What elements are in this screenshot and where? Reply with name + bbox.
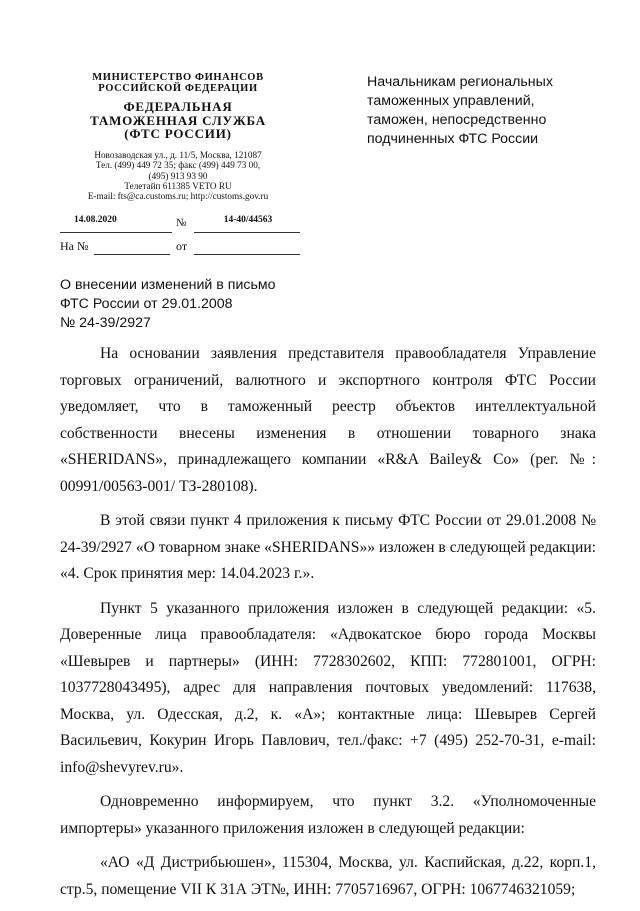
ministry-name bbox=[60, 72, 296, 94]
paragraph-3: Пункт 5 указанного приложения изложен в следующей редакции: «5. Доверенные лица правообладателя: «Адвокатское бюро города Москвы «Шевырев и партнеры» (ИНН: 7728302602, КПП: 772801001, ОГРН: 1037728043495), адрес для направления почтовых уведомлений: 117638, Москва, ул. Одесская, д.2, к. «А»; контактные лица: Шевырев Сергей Васильевич, Кокурин Игорь Павлович, тел./факс: +7 (495) 252-70-31, e-mail: info@shevyrev.ru». bbox=[60, 599, 596, 776]
subject bbox=[60, 276, 320, 333]
reference-number-underline bbox=[94, 254, 170, 255]
subject-line-2: ФТС России от 29.01.2008 bbox=[60, 296, 233, 312]
paragraph-5: «АО «Д Дистрибьюшен», 115304, Москва, ул. Каспийская, д.22, корп.1, стр.5, помещение VII К 31А ЭТ№, ИНН: 7705716967, ОГРН: 1067746321059; bbox=[60, 854, 596, 898]
phone-line-2: (495) 913 93 90 bbox=[148, 170, 208, 181]
service-name bbox=[60, 100, 296, 141]
subject-line-3: № 24-39/2927 bbox=[60, 315, 151, 331]
number-label: № bbox=[176, 217, 187, 229]
phone-line-1: Тел. (499) 449 72 35; факс (499) 449 73 00, bbox=[95, 160, 261, 171]
subject-line-1: О внесении изменений в письмо bbox=[60, 277, 276, 293]
service-line-2: ТАМОЖЕННАЯ СЛУЖБА bbox=[90, 112, 266, 128]
paragraph-2: В этой связи пункт 4 приложения к письму ФТС России от 29.01.2008 № 24-39/2927 «О товарном знаке «SHERIDANS»» изложен в следующей редакции: «4. Срок принятия мер: 14.04.2023 г.». bbox=[60, 512, 596, 582]
ministry-line-2: РОССИЙСКОЙ ФЕДЕРАЦИИ bbox=[98, 83, 258, 95]
paragraph-4: Одновременно информируем, что пункт 3.2. «Уполномоченные импортеры» указанного приложения изложен в следующей редакции: bbox=[60, 793, 596, 837]
paragraph-1: На основании заявления представителя правообладателя Управление торговых ограничений, валютного и экспортного контроля ФТС России уведомляет, что в таможенный реестр объектов интеллектуальной собственности внесены изменения в отношении товарного знака «SHERIDANS», принадлежащего компании «R&A Bailey& Co» (рег. №: 00991/00563-001/ ТЗ-280108). bbox=[60, 345, 596, 495]
contact-info bbox=[60, 150, 296, 201]
service-line-1: ФЕДЕРАЛЬНАЯ bbox=[123, 99, 233, 115]
registration-date: 14.08.2020 bbox=[74, 215, 117, 225]
addressee: Начальникам региональных таможенных управлений, таможен, непосредственно подчиненных ФТС России bbox=[367, 74, 553, 147]
address: Новозаводская ул., д. 11/5, Москва, 121087 bbox=[94, 149, 262, 160]
reference-date-underline bbox=[194, 254, 300, 255]
reference-from-label: от bbox=[176, 239, 188, 253]
ministry-line-1: МИНИСТЕРСТВО ФИНАНСОВ bbox=[92, 72, 264, 83]
teletype: Телетайп 611385 VETO RU bbox=[124, 180, 232, 191]
registration-line bbox=[60, 215, 300, 233]
reference-label: На № bbox=[60, 239, 89, 253]
reference-line bbox=[60, 239, 300, 257]
letterhead bbox=[60, 72, 296, 201]
email-line: E-mail: fts@ca.customs.ru; http://customs.gov.ru bbox=[87, 191, 269, 202]
letter-body bbox=[60, 341, 596, 911]
number-underline bbox=[194, 232, 300, 233]
service-line-3: (ФТС РОССИИ) bbox=[124, 126, 232, 142]
date-underline bbox=[60, 232, 172, 233]
registration-number: 14-40/44563 bbox=[223, 215, 273, 225]
